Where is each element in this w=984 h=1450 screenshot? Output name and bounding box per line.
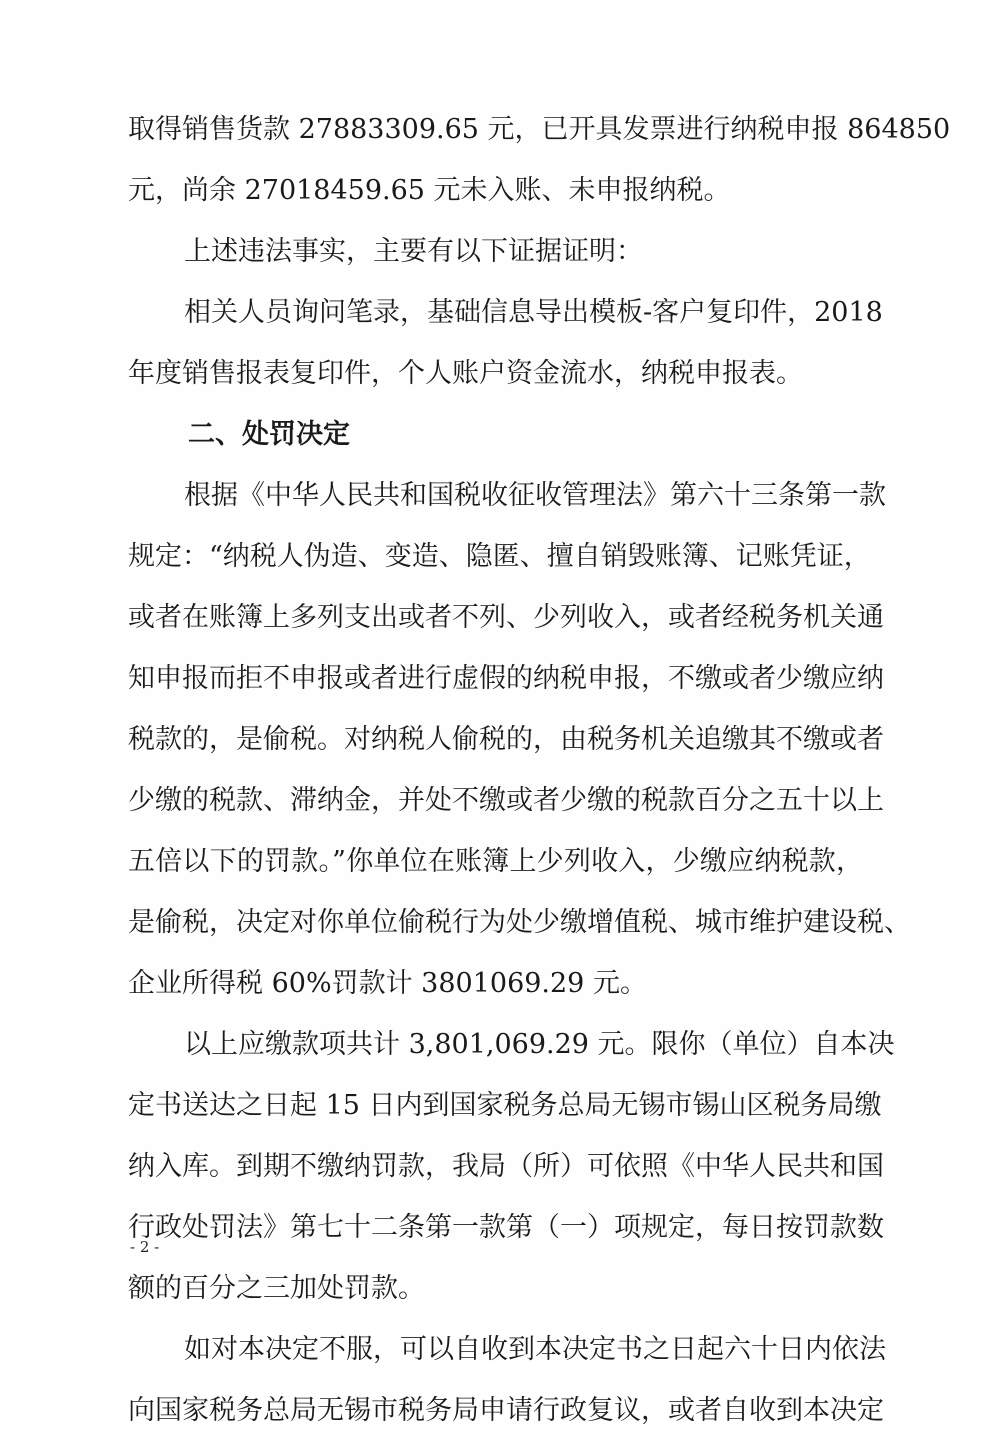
document-body <box>128 108 951 1450</box>
text-line-14: 是偷税，决定对你单位偷税行为处少缴增值税、城市维护建设税、 <box>128 907 911 938</box>
text-line-5: 年度销售报表复印件，个人账户资金流水，纳税申报表。 <box>128 358 803 389</box>
text-line-16: 以上应缴款项共计 3,801,069.29 元。限你（单位）自本决 <box>184 1029 895 1060</box>
text-line-1: 取得销售货款 27883309.65 元，已开具发票进行纳税申报 864850 <box>128 114 951 145</box>
text-line-2: 元，尚余 27018459.65 元未入账、未申报纳税。 <box>128 175 731 206</box>
text-line-12: 少缴的税款、滞纳金，并处不缴或者少缴的税款百分之五十以上 <box>128 785 884 816</box>
page-number: - 2 - <box>130 1238 160 1256</box>
section-heading: 二、处罚决定 <box>188 419 350 450</box>
text-line-10: 知申报而拒不申报或者进行虚假的纳税申报，不缴或者少缴应纳 <box>128 663 884 694</box>
text-line-4: 相关人员询问笔录，基础信息导出模板-客户复印件，2018 <box>184 297 883 328</box>
text-line-18: 纳入库。到期不缴纳罚款，我局（所）可依照《中华人民共和国 <box>128 1151 884 1182</box>
text-line-21: 如对本决定不服，可以自收到本决定书之日起六十日内依法 <box>184 1334 886 1365</box>
text-line-17: 定书送达之日起 15 日内到国家税务总局无锡市锡山区税务局缴 <box>128 1090 882 1121</box>
text-line-19: 行政处罚法》第七十二条第一款第（一）项规定，每日按罚款数 <box>128 1212 884 1243</box>
text-line-22: 向国家税务总局无锡市税务局申请行政复议，或者自收到本决定 <box>128 1395 884 1426</box>
text-line-11: 税款的，是偷税。对纳税人偷税的，由税务机关追缴其不缴或者 <box>128 724 884 755</box>
text-line-9: 或者在账簿上多列支出或者不列、少列收入，或者经税务机关通 <box>128 602 884 633</box>
text-line-7: 根据《中华人民共和国税收征收管理法》第六十三条第一款 <box>184 480 886 511</box>
text-line-3: 上述违法事实，主要有以下证据证明： <box>184 236 643 267</box>
text-line-15: 企业所得税 60%罚款计 3801069.29 元。 <box>128 968 647 999</box>
text-line-13: 五倍以下的罚款。”你单位在账簿上少列收入，少缴应纳税款， <box>128 846 863 877</box>
text-line-8: 规定：“纳税人伪造、变造、隐匿、擅自销毁账簿、记账凭证， <box>128 541 871 572</box>
text-line-20: 额的百分之三加处罚款。 <box>128 1273 425 1304</box>
